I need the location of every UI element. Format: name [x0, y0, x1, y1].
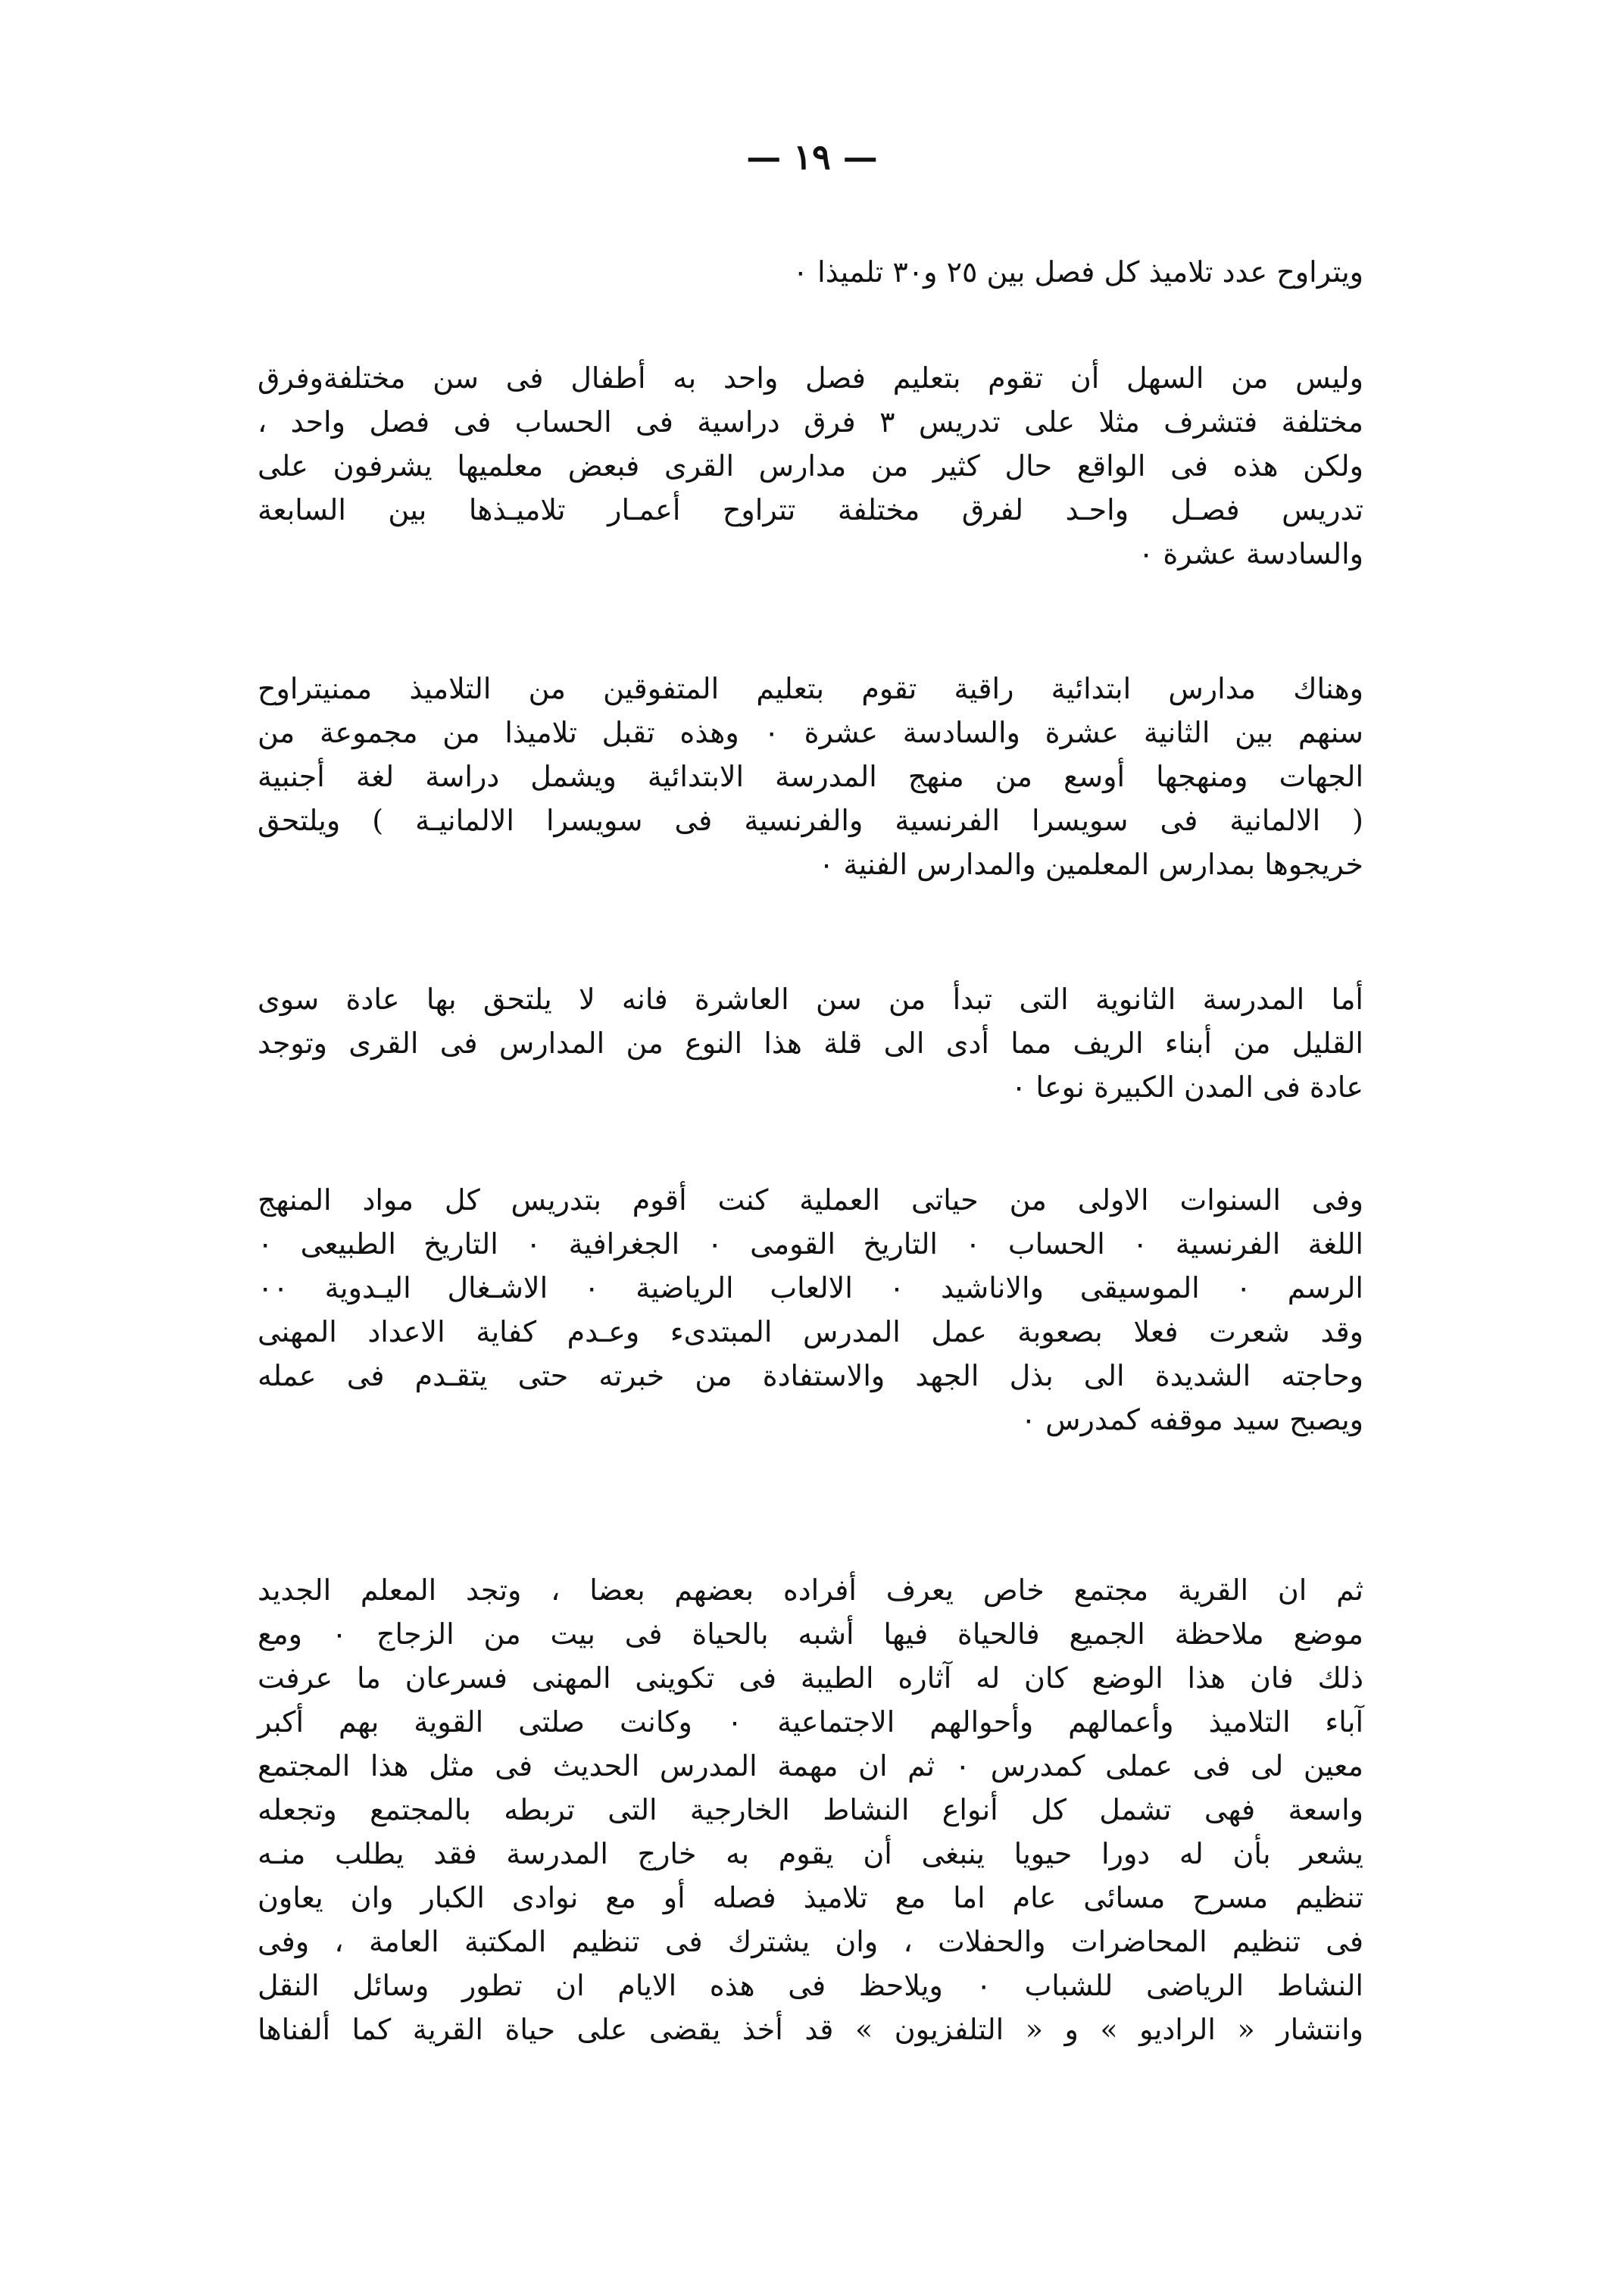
paragraph-line: تدريس فصـل واحـد لفرق مختلفة تتراوح أعمـار تلاميـذها بين السابعة — [258, 493, 1363, 526]
paragraph-line: ولكن هذه فى الواقع حال كثير من مدارس القرى فبعض معلميها يشرفون على — [258, 449, 1363, 483]
paragraph-line: ويتراوح عدد تلاميذ كل فصل بين ٢٥ و٣٠ تلميذا ٠ — [792, 255, 1363, 289]
paragraph-line: تنظيم مسرح مسائى عام اما مع تلاميذ فصله أو مع نوادى الكبار وان يعاون — [258, 1881, 1363, 1914]
paragraph-line: الجهات ومنهجها أوسع من منهج المدرسة الابتدائية ويشمل دراسة لغة أجنبية — [258, 760, 1363, 793]
paragraph-line: ( الالمانية فى سويسرا الفرنسية والفرنسية فى سويسرا الالمانيـة ) ويلتحق — [258, 804, 1363, 837]
paragraph-line: اللغة الفرنسية ٠ الحساب ٠ التاريخ القومى ٠ الجغرافية ٠ التاريخ الطبيعى ٠ — [258, 1227, 1363, 1261]
paragraph-line: يشعر بأن له دورا حيويا ينبغى أن يقوم به خارج المدرسة فقد يطلب منـه — [258, 1837, 1363, 1870]
paragraph-line: سنهم بين الثانية عشرة والسادسة عشرة ٠ وهذه تقبل تلاميذا من مجموعة من — [258, 716, 1364, 749]
paragraph-line: القليل من أبناء الريف مما أدى الى قلة هذا النوع من المدارس فى القرى وتوجد — [258, 1026, 1363, 1060]
paragraph-line: مختلفة فتشرف مثلا على تدريس ٣ فرق دراسية فى الحساب فى فصل واحد ، — [258, 405, 1363, 439]
paragraph-line: وحاجته الشديدة الى بذل الجهد والاستفادة من خبرته حتى يتقـدم فى عمله — [258, 1359, 1363, 1392]
paragraph-line: وانتشار « الراديو » و « التلفزيون » قد أخذ يقضى على حياة القرية كما ألفناها — [258, 2013, 1363, 2046]
paragraph-line: النشاط الرياضى للشباب ٠ ويلاحظ فى هذه الايام ان تطور وسائل النقل — [258, 1969, 1363, 2002]
paragraph-line: ذلك فان هذا الوضع كان له آثاره الطيبة فى تكوينى المهنى فسرعان ما عرفت — [258, 1661, 1363, 1695]
paragraph-line: آباء التلاميذ وأعمالهم وأحوالهم الاجتماعية ٠ وكانت صلتى القوية بهم أكبر — [258, 1705, 1363, 1739]
paragraph-line: معين لى فى عملى كمدرس ٠ ثم ان مهمة المدرس الحديث فى مثل هذا المجتمع — [258, 1749, 1363, 1783]
paragraph-line: ويصبح سيد موقفه كمدرس ٠ — [1020, 1403, 1363, 1436]
paragraph-3 — [258, 667, 1363, 886]
paragraph-line: ثم ان القرية مجتمع خاص يعرف أفراده بعضهم بعضا ، وتجد المعلم الجديد — [258, 1573, 1363, 1607]
paragraph-line: والسادسة عشرة ٠ — [1138, 537, 1363, 570]
paragraph-1 — [258, 250, 1363, 294]
paragraph-line: الرسم ٠ الموسيقى والاناشيد ٠ الالعاب الرياضية ٠ الاشـغال اليـدوية ٠٠ — [258, 1271, 1363, 1304]
paragraph-2 — [258, 356, 1363, 576]
paragraph-line: فى تنظيم المحاضرات والحفلات ، وان يشترك فى تنظيم المكتبة العامة ، وفى — [258, 1925, 1363, 1958]
paragraph-line: وليس من السهل أن تقوم بتعليم فصل واحد به أطفال فى سن مختلفةوفرق — [258, 361, 1363, 395]
paragraph-line: وفى السنوات الاولى من حياتى العملية كنت أقوم بتدريس كل مواد المنهج — [258, 1183, 1363, 1217]
paragraph-line: موضع ملاحظة الجميع فالحياة فيها أشبه بالحياة فى بيت من الزجاج ٠ ومع — [258, 1617, 1363, 1651]
paragraph-line: أما المدرسة الثانوية التى تبدأ من سن العاشرة فانه لا يلتحق بها عادة سوى — [258, 983, 1363, 1016]
page-number: — ١٩ — — [746, 136, 878, 177]
paragraph-line: واسعة فهى تشمل كل أنواع النشاط الخارجية التى تربطه بالمجتمع وتجعله — [258, 1793, 1363, 1826]
paragraph-4 — [258, 977, 1363, 1109]
paragraph-line: وهناك مدارس ابتدائية راقية تقوم بتعليم المتفوقين من التلاميذ ممنيتراوح — [258, 672, 1363, 705]
paragraph-line: خريجوها بمدارس المعلمين والمدارس الفنية ٠ — [818, 848, 1363, 881]
paragraph-5 — [258, 1178, 1363, 1442]
paragraph-line: وقد شعرت فعلا بصعوبة عمل المدرس المبتدىء وعـدم كفاية الاعداد المهنى — [258, 1315, 1363, 1348]
paragraph-6 — [258, 1568, 1363, 2051]
paragraph-line: عادة فى المدن الكبيرة نوعا ٠ — [1010, 1070, 1363, 1104]
